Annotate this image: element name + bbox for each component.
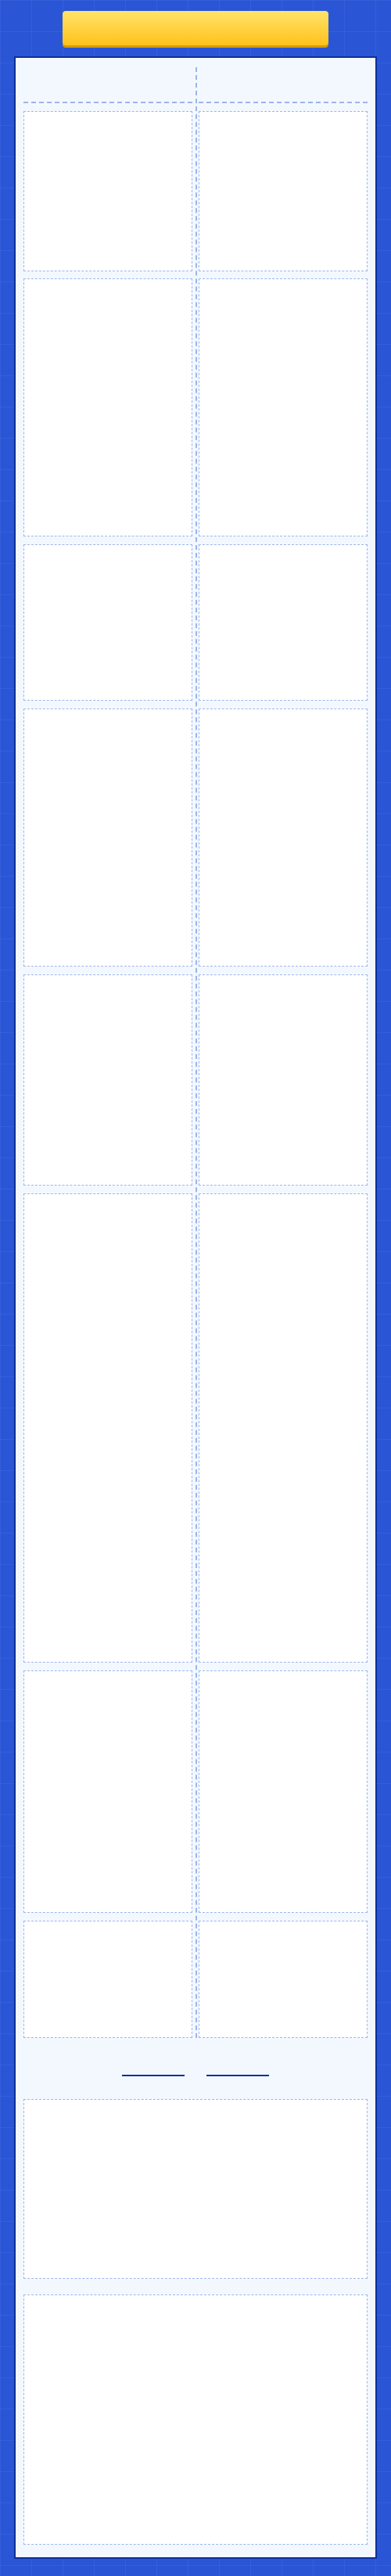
left-article-cell xyxy=(23,974,192,1186)
left-column xyxy=(23,67,192,2038)
column-divider xyxy=(196,67,197,2038)
comparison-panel xyxy=(14,56,377,2559)
left-article-cell xyxy=(23,1921,192,2038)
right-article-cell xyxy=(199,111,368,271)
right-article-cell xyxy=(199,709,368,967)
comparison-columns xyxy=(23,67,368,2038)
left-article-cell xyxy=(23,111,192,271)
right-article-cell xyxy=(199,278,368,536)
right-article-cell xyxy=(199,1670,368,1913)
left-article-cell xyxy=(23,1193,192,1663)
title-banner xyxy=(63,11,328,45)
right-column-header xyxy=(199,67,368,103)
right-article-cell xyxy=(199,544,368,701)
new-section-heading-wrap xyxy=(16,2060,375,2091)
left-article-cell xyxy=(23,1670,192,1913)
right-column xyxy=(199,67,368,2038)
left-article-cell xyxy=(23,544,192,701)
heading-rule-left xyxy=(122,2075,185,2076)
left-column-header xyxy=(23,67,192,103)
right-article-cell xyxy=(199,974,368,1186)
new-article-block xyxy=(23,2294,368,2545)
heading-rule-right xyxy=(206,2075,269,2076)
left-article-cell xyxy=(23,709,192,967)
right-article-cell xyxy=(199,1193,368,1663)
new-article-block xyxy=(23,2099,368,2279)
left-article-cell xyxy=(23,278,192,536)
right-article-cell xyxy=(199,1921,368,2038)
